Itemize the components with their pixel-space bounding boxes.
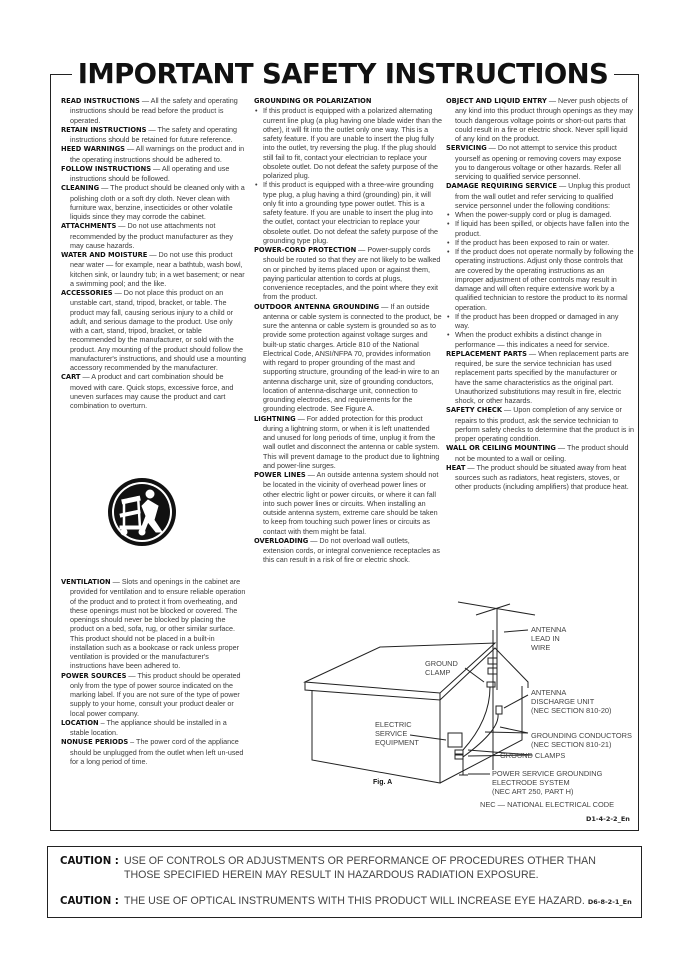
instruction-item: [446, 463, 634, 492]
label-power-service: POWER SERVICE GROUNDING: [492, 769, 603, 778]
label-grounding-conductors: GROUNDING CONDUCTORS: [531, 731, 632, 740]
list-item: • If the product has been dropped or damaged in any way.: [446, 312, 634, 331]
svg-text:(NEC SECTION 810-20): (NEC SECTION 810-20): [531, 706, 612, 715]
instruction-item: [61, 372, 247, 410]
instruction-item: [61, 183, 247, 221]
instruction-item: [254, 414, 442, 471]
instruction-item: [61, 737, 247, 766]
instruction-item: [254, 302, 442, 414]
label-antenna-lead: ANTENNA: [531, 625, 567, 634]
cart-warning-icon: [106, 476, 178, 548]
item-text: — Do not use attachments not recommended by the product manufacturer as they may cause hazards.: [70, 221, 234, 250]
column-1-lower: [61, 577, 247, 766]
item-text: — An outside antenna system should not be located in the vicinity of overhead power lines or other electric light or power circuits, or where it can fall into such power lines or circuits. When installing an outside antenna system, extreme care should be taken to keep from touching such power lines or circuits as contact with them might be fatal.: [263, 470, 439, 536]
item-text: – The power cord of the appliance should be unplugged from the outlet when left un-used for a long period of time.: [70, 737, 244, 766]
item-title: LOCATION: [61, 718, 99, 727]
figure-caption: Fig. A: [373, 779, 393, 786]
item-text: — Slots and openings in the cabinet are provided for ventilation and to ensure reliable operation of the product and to protect it from overheating, and these openings must not be blocked or covered. The openings should never be blocked by placing the product on a bed, sofa, rug, or other similar surface. This product should not be placed in a built-in installation such as a bookcase or rack unless proper ventilation is provided or the manufacturer's instructions have been adhered to.: [70, 577, 246, 671]
svg-text:(NEC SECTION 810-21): (NEC SECTION 810-21): [531, 740, 612, 749]
item-title: DAMAGE REQUIRING SERVICE: [446, 182, 557, 191]
instruction-item: [446, 96, 634, 143]
instruction-item: [446, 443, 634, 463]
item-title: WATER AND MOISTURE: [61, 251, 148, 259]
item-text: — Unplug this product from the wall outlet and refer servicing to qualified service personnel under the following conditions:: [455, 181, 631, 210]
instruction-item: [254, 245, 442, 302]
caution-box: [47, 846, 642, 918]
svg-text:DISCHARGE UNIT: DISCHARGE UNIT: [531, 697, 595, 706]
instruction-item: [446, 405, 634, 443]
item-text: — Power-supply cords should be routed so that they are not likely to be walked on or pinched by items placed upon or against them, paying particular attention to cords at plugs, convenience receptacles, and the point where they exit from the product.: [263, 245, 441, 302]
item-text: — All operating and use instructions should be followed.: [70, 163, 230, 183]
item-title: POWER-CORD PROTECTION: [254, 246, 357, 254]
label-ground-clamp: GROUND: [425, 659, 458, 668]
item-text: — All the safety and operating instructions should be read before the product is operated.: [70, 96, 238, 125]
item-text: — The product should be cleaned only with a polishing cloth or a soft dry cloth. Never clean with furniture wax, benzine, insecticides or other volatile liquids since they may corrode the cabinet.: [70, 183, 245, 221]
instruction-item: [446, 181, 634, 210]
item-title: OVERLOADING: [254, 536, 309, 545]
item-text: — Do not attempt to service this product yourself as opening or removing covers may expose you to dangerous voltage or other hazards. Refer all servicing to qualified service personnel.: [455, 143, 622, 181]
section-title: GROUNDING OR POLARIZATION: [254, 97, 372, 105]
list-item: • If this product is equipped with a three-wire grounding type plug, a plug having a third (grounding) pin, it will only fit into a grounding type power outlet. This is a safety feature. If you are unable to insert the plug into the outlet, contact your electrician to replace your obsolete outlet. Do not defeat the safety purpose of the grounding type plug.: [254, 180, 442, 245]
column-2: [254, 96, 442, 565]
page-title: IMPORTANT SAFETY INSTRUCTIONS: [0, 56, 686, 92]
item-text: — A product and cart combination should be moved with care. Quick stops, excessive force, and uneven surfaces may cause the product and cart combination to overturn.: [70, 372, 234, 410]
instruction-item: [61, 125, 247, 145]
instruction-item: [254, 470, 442, 536]
list-item: • If this product is equipped with a polarized alternating current line plug (a plug having one blade wider than the other), it will fit into the outlet only one way. This is a safety feature. If you are unable to insert the plug fully into the outlet, try reversing the plug. If the plug should still fail to fit, contact your electrician to replace your obsolete outlet. Do not defeat the safety purpose of the polarized plug.: [254, 106, 442, 180]
item-title: ACCESSORIES: [61, 289, 113, 297]
svg-text:(NEC ART 250, PART H): (NEC ART 250, PART H): [492, 787, 574, 796]
item-text: — Do not overload wall outlets, extension cords, or integral convenience receptacles as this can result in a risk of fire or electric shock.: [263, 535, 440, 565]
item-title: READ INSTRUCTIONS: [61, 97, 140, 105]
antenna-grounding-figure: [300, 590, 640, 830]
instruction-item: [61, 96, 247, 125]
item-text: — Never push objects of any kind into this product through openings as they may touch dangerous voltage points or short-out parts that could result in a fire or electric shock. Never spill liquid of any kind on the product.: [455, 96, 633, 143]
label-discharge-unit: ANTENNA: [531, 688, 567, 697]
caution-2: CAUTION : THE USE OF OPTICAL INSTRUMENTS WITH THIS PRODUCT WILL INCREASE EYE HAZARD. D6-8-2-1_En: [60, 895, 632, 907]
item-text: – The appliance should be installed in a stable location.: [70, 717, 227, 737]
item-text: — The product should be situated away from heat sources such as radiators, heat registers, stoves, or other products (including amplifiers) that produce heat.: [455, 462, 629, 492]
item-title: CART: [61, 373, 81, 382]
item-text: — Upon completion of any service or repairs to this product, ask the service technician to perform safety checks to determine that the product is in proper operating condition.: [455, 405, 634, 443]
item-title: CLEANING: [61, 184, 100, 193]
item-title: SERVICING: [446, 144, 487, 153]
item-title: POWER LINES: [254, 471, 306, 479]
instruction-item: [61, 164, 247, 184]
instruction-item: [61, 577, 247, 671]
instruction-item: [446, 349, 634, 406]
item-title: REPLACEMENT PARTS: [446, 349, 527, 358]
item-title: POWER SOURCES: [61, 671, 127, 680]
instruction-item: [254, 536, 442, 565]
caution-1: CAUTION : USE OF CONTROLS OR ADJUSTMENTS OR PERFORMANCE OF PROCEDURES OTHER THAN THOSE SPECIFIED HEREIN MAY RESULT IN HAZARDOUS RADIATION EXPOSURE.: [60, 855, 596, 881]
item-text: — All warnings on the product and in the operating instructions should be adhered to.: [70, 144, 245, 164]
item-text: — For added protection for this product during a lightning storm, or when it is left unattended and unused for long periods of time, unplug it from the wall outlet and disconnect the antenna or cable system. This will prevent damage to the product due to lightning and power-line surges.: [263, 413, 440, 470]
item-text: — Do not place this product on an unstable cart, stand, tripod, bracket, or table. The product may fall, causing serious injury to a child or adult, and serious damage to the product. Use only with a cart, stand, tripod, bracket, or table recommended by the manufacturer, or sold with the product. Any mounting of the product should follow the manufacturer's instructions, and should use a mounting accessory recommended by the manufacturer.: [70, 288, 246, 372]
list-item: • If the product does not operate normally by following the operating instructions. Adjust only those controls that are covered by the operating instructions as an improper adjustment of other controls may result in damage and will often require extensive work by a qualified technician to restore the product to its normal operation.: [446, 247, 634, 312]
item-text: — This product should be operated only from the type of power source indicated on the marking label. If you are not sure of the type of power supply to your home, consult your product dealer or local power company.: [70, 670, 241, 718]
item-title: RETAIN INSTRUCTIONS: [61, 125, 147, 134]
item-text: — Do not use this product near water — for example, near a bathtub, wash bowl, kitchen sink, or laundry tub; in a wet basement; or near a swimming pool; and the like.: [70, 250, 245, 288]
column-3: [446, 96, 634, 492]
svg-text:ELECTRODE SYSTEM: ELECTRODE SYSTEM: [492, 778, 570, 787]
instruction-item: [61, 221, 247, 250]
item-title: OUTDOOR ANTENNA GROUNDING: [254, 302, 380, 311]
item-title: OBJECT AND LIQUID ENTRY: [446, 97, 547, 105]
instruction-item: [61, 144, 247, 164]
item-text: — The safety and operating instructions should be retained for future reference.: [70, 124, 238, 144]
nec-note: NEC — NATIONAL ELECTRICAL CODE: [480, 800, 615, 809]
svg-text:CLAMP: CLAMP: [425, 668, 451, 677]
item-title: ATTACHMENTS: [61, 222, 117, 231]
caution-code: D6-8-2-1_En: [587, 898, 632, 906]
item-title: WALL OR CEILING MOUNTING: [446, 444, 556, 453]
item-text: — When replacement parts are required, be sure the service technician has used replacement parts specified by the manufacturer or have the same characteristics as the original part. Unauthorized substitutions may result in fire, electric shock, or other hazards.: [455, 348, 629, 405]
instruction-item: [61, 671, 247, 718]
figure-code: D1-4-2-2_En: [586, 815, 630, 823]
item-title: HEAT: [446, 463, 466, 472]
list-item: • When the product exhibits a distinct change in performance — this indicates a need for service.: [446, 330, 634, 349]
item-title: SAFETY CHECK: [446, 406, 503, 415]
svg-text:LEAD IN: LEAD IN: [531, 634, 560, 643]
list-item: • When the power-supply cord or plug is damaged.: [446, 210, 634, 219]
list-item: • If the product has been exposed to rain or water.: [446, 238, 634, 247]
item-title: VENTILATION: [61, 578, 111, 586]
item-title: LIGHTNING: [254, 414, 296, 423]
svg-text:SERVICE: SERVICE: [375, 729, 408, 738]
label-electric-service: ELECTRIC: [375, 720, 412, 729]
svg-text:EQUIPMENT: EQUIPMENT: [375, 738, 419, 747]
svg-text:WIRE: WIRE: [531, 643, 551, 652]
item-title: NONUSE PERIODS: [61, 738, 129, 747]
instruction-item: [61, 250, 247, 288]
list-item: • If liquid has been spilled, or objects have fallen into the product.: [446, 219, 634, 238]
instruction-item: [61, 288, 247, 372]
item-text: — If an outside antenna or cable system is connected to the product, be sure the antenna or cable system is grounded so as to provide some protection against voltage surges and built-up static charges. Article 810 of the National Electrical Code, ANSI/NFPA 70, provides information with regard to proper grounding of the mast and supporting structure, grounding of the lead-in wire to an antenna discharge unit, size of grounding conductors, location of antenna-discharge unit, connection to grounding electrodes, and requirements for the grounding electrode. See Figure A.: [263, 301, 442, 414]
item-title: FOLLOW INSTRUCTIONS: [61, 164, 152, 173]
item-title: HEED WARNINGS: [61, 145, 126, 154]
column-1: [61, 96, 247, 410]
item-text: — The product should not be mounted to a wall or ceiling.: [455, 443, 629, 463]
label-ground-clamps: GROUND CLAMPS: [500, 751, 566, 760]
instruction-item: [446, 143, 634, 181]
instruction-item: [61, 718, 247, 738]
